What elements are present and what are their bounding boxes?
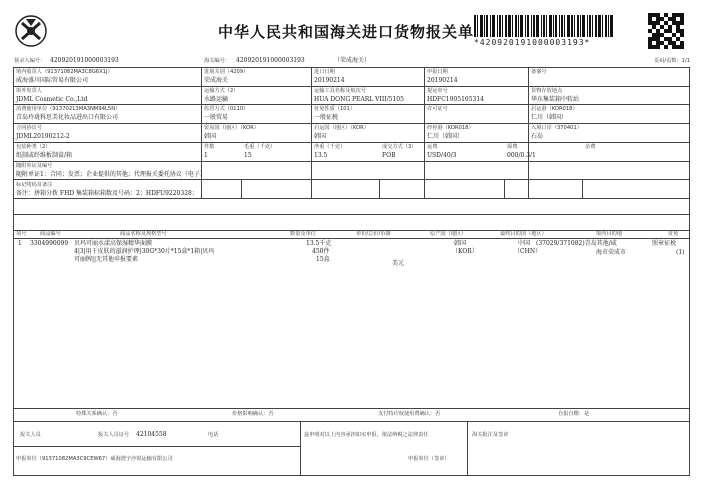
insurance-label: 保费 <box>507 144 518 150</box>
col-origin: 原产国（地区） <box>430 231 467 237</box>
deal-mode-label: 成交方式（3） <box>382 144 417 150</box>
declarant-no-label: 报关人员证号 <box>98 432 130 438</box>
trade-country-label: 贸易国（地区）（KOR） <box>204 125 259 131</box>
qty-2: 450件 <box>312 248 330 255</box>
royalty: 支付特许权使用费确认：否 <box>378 411 441 417</box>
supervision-label: 监管方式（0110） <box>204 106 249 112</box>
origin: 韩国 <box>454 240 467 247</box>
supervision-value: 一般贸易 <box>204 114 229 121</box>
departure-port-label: 启运港（KOR018） <box>531 106 578 112</box>
qty-3: 15盒 <box>316 256 330 263</box>
trade-country-value: 韩国 <box>204 133 217 140</box>
goods-place-value: 华东集装箱中转站 <box>531 96 580 103</box>
transit-port-value: 仁川（韩国） <box>427 133 464 140</box>
license-no-label: 许可证号 <box>427 106 448 112</box>
domestic-dest: (37029/371082)青岛其他/威 <box>536 240 617 247</box>
transport-name-label: 运输工具名称及航次号 <box>314 88 366 94</box>
marks-label: 标记唛码及备注 <box>16 182 53 188</box>
package-type-label: 包装种类（2） <box>16 144 51 150</box>
phone-label: 电话 <box>208 432 219 438</box>
entry-customs-label: 进境关别（4209） <box>204 69 249 75</box>
declarant-label: 报关人员 <box>20 432 41 438</box>
statement: 兹申明对以上内容承担如实申报、依法纳税之法律责任 <box>304 432 429 438</box>
bill-no-label: 提运单号 <box>427 88 448 94</box>
self-report: 自报自缴：是 <box>558 411 590 417</box>
declare-unit: 申报单位（91371082MA3C9CEW67）威海澄宇沙锐运输有限公司 <box>16 456 173 462</box>
departure-port-value: 仁川（韩国） <box>531 114 568 121</box>
price-influence: 价格影响确认：否 <box>232 411 274 417</box>
docs-label: 随附单证及编号 <box>16 163 53 169</box>
user-unit-label: 消费使用单位（91370213MA3NM94L5N） <box>16 106 121 112</box>
customs-name: （荣成海关） <box>334 57 371 64</box>
customs-note: 海关批注及签章 <box>472 432 509 438</box>
hs-code: 3304990099 <box>30 240 69 247</box>
entry-port-label: 入境口岸（370401） <box>531 125 582 131</box>
import-date-value: 20190214 <box>314 77 345 84</box>
misc-fee-value: 000/0.3/1 <box>507 152 536 159</box>
origin-country-value: 韩国 <box>314 133 327 140</box>
col-hs-code: 商品编号 <box>40 231 61 237</box>
transport-mode-value: 水路运输 <box>204 96 229 103</box>
goods-spec-2: 可丽牌||无其他申报要素 <box>74 256 139 263</box>
shipper-value: JDML Cosmetic Co.,Ltd <box>16 96 88 103</box>
docs-value: 随附单证1：合同；发票；企业提供的其他；代理报关委托协议（电子） <box>16 171 206 178</box>
origin-code: （KOR） <box>452 248 478 255</box>
levy: 照章征税 <box>652 240 677 247</box>
declare-seal: 申报单位（签章） <box>408 456 450 462</box>
col-quantity: 数量及单位 <box>290 231 316 237</box>
page-info: 页码/页数：1/1 <box>654 58 691 64</box>
gross-weight-label: 毛重（千克） <box>244 144 276 150</box>
destination: 中国 <box>518 240 531 247</box>
net-weight-value: 13.5 <box>314 152 328 159</box>
barcode-text: *420920191000003193* <box>474 38 591 47</box>
preentry-no: 420920191000003193 <box>50 57 119 64</box>
destination-code: （CHN） <box>514 248 542 255</box>
col-levy: 征免 <box>668 231 679 237</box>
entry-port-value: 石岛 <box>531 133 544 140</box>
contract-no-value: JDML20190212-2 <box>16 133 70 140</box>
col-item-no: 项号 <box>16 231 27 237</box>
customs-no: 420920191000003193 <box>236 57 305 64</box>
marks-value: 备注：拼箱分拨 FHD 集装箱标箱数及号码：2；HDFU9220328； <box>16 190 198 197</box>
net-weight-label: 净重（千克） <box>314 144 346 150</box>
entry-customs-value: 荣成海关 <box>204 77 229 84</box>
goods-place-label: 货物存放地点 <box>531 88 563 94</box>
customs-no-label: 海关编号： <box>204 58 230 64</box>
declare-date-value: 20190214 <box>427 77 458 84</box>
levy-nature-value: 一般征税 <box>314 114 339 121</box>
transport-name-value: HUA DONG PEARL VIII/5105 <box>314 96 404 103</box>
package-type-value: 纸制或纤维板制盒/箱 <box>16 152 73 159</box>
consignee-label: 境内收货人（91371082MA3C8G6X1J） <box>16 69 113 75</box>
user-unit-value: 青岛玲珑科思美化妆品进出口有限公司 <box>16 114 119 121</box>
transport-mode-label: 运输方式（2） <box>204 88 239 94</box>
levy-code: (1) <box>676 249 685 256</box>
col-name-spec: 商品名称及规格型号 <box>120 231 167 237</box>
shipper-label: 境外发货人 <box>16 88 42 94</box>
pieces-value: 1 <box>204 152 208 159</box>
record-no-label: 备案号 <box>531 69 547 75</box>
preentry-label: 预录入编号： <box>14 58 46 64</box>
goods-spec-1: 4|3|用于皮肤的滋润护理|30G*30片*15盒*1箱|贝玛 <box>74 248 215 255</box>
price-currency: 美元 <box>392 260 405 267</box>
misc-fee-label: 杂费 <box>585 144 596 150</box>
transit-port-label: 经停港（KOR018） <box>427 125 474 131</box>
col-price: 单价/总价/币制 <box>356 231 391 237</box>
item-no: 1 <box>18 240 22 247</box>
import-date-label: 进口日期 <box>314 69 335 75</box>
domestic-dest-2: 海市荣成市 <box>596 249 627 256</box>
special-relation: 特殊关系确认：否 <box>76 411 118 417</box>
declare-date-label: 申报日期 <box>427 69 448 75</box>
deal-mode-value: FOB <box>382 152 396 159</box>
declarant-no: 42104558 <box>136 431 167 438</box>
consignee-value: 威海盛川国际贸易有限公司 <box>16 77 89 84</box>
contract-no-label: 合同协议号 <box>16 125 42 131</box>
qty-1: 13.5千克 <box>306 240 332 247</box>
levy-nature-label: 征免性质（101） <box>314 106 356 112</box>
pieces-label: 件数 <box>204 144 215 150</box>
origin-country-label: 启运国（地区）（KOR） <box>314 125 369 131</box>
insurance-value: USD/40/3 <box>427 152 457 159</box>
bill-no-value: HDFC1905105314 <box>427 96 484 103</box>
qr-code <box>648 13 684 49</box>
customs-emblem <box>14 14 48 48</box>
gross-weight-value: 15 <box>244 152 252 159</box>
col-domestic-dest: 境内目的地 <box>596 231 622 237</box>
col-destination: 最终目的国（地区） <box>500 231 547 237</box>
freight-label: 运费 <box>427 144 438 150</box>
form-title: 中华人民共和国海关进口货物报关单 <box>218 23 475 41</box>
goods-name: 贝玛可丽水漾高保湿精华面膜 <box>74 240 153 247</box>
barcode <box>474 15 632 37</box>
